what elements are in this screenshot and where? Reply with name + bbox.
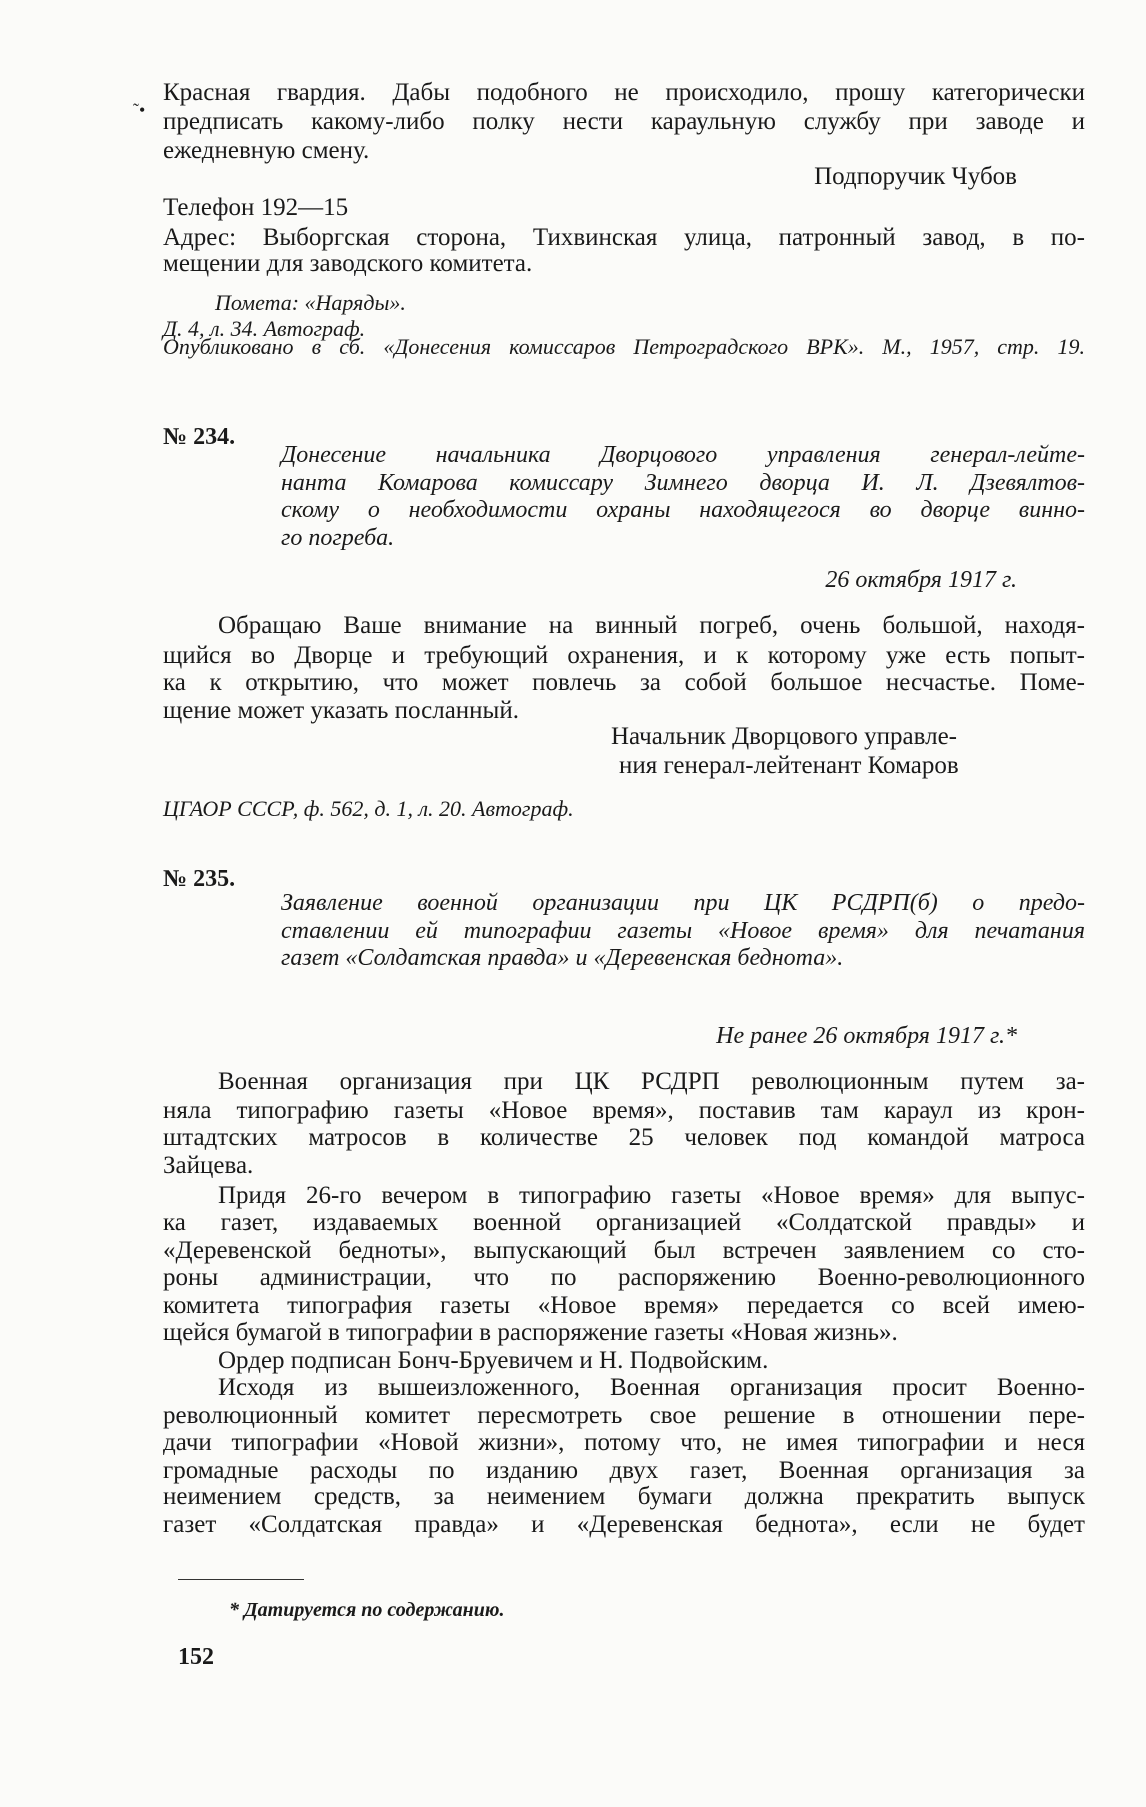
doc-date: Не ранее 26 октября 1917 г.*	[716, 1023, 1017, 1049]
footnote-divider	[178, 1579, 304, 1580]
text-line: Ордер подписан Бонч-Бруевичем и Н. Подвойским.	[218, 1347, 769, 1374]
text-line: Обращаю Ваше внимание на винный погреб, очень большой, находя-	[218, 612, 1085, 639]
text-line: Зайцева.	[163, 1152, 254, 1179]
doc-title-line: газет «Солдатская правда» и «Деревенская беднота».	[281, 945, 844, 971]
text-line: няла типографию газеты «Новое время», поставив там караул из крон-	[163, 1097, 1085, 1124]
doc-number: № 235.	[163, 866, 236, 892]
signature: ния генерал-лейтенант Комаров	[619, 752, 959, 779]
doc-title-line: нанта Комарова комиссару Зимнего дворца И. Л. Дзевялтов-	[281, 470, 1085, 496]
text-line: Исходя из вышеизложенного, Военная организация просит Военно-	[218, 1374, 1085, 1401]
text-line: щение может указать посланный.	[163, 697, 519, 724]
doc-date: 26 октября 1917 г.	[825, 567, 1017, 593]
address-line: Адрес: Выборгская сторона, Тихвинская улица, патронный завод, в по-	[163, 224, 1085, 251]
doc-title-line: Заявление военной организации при ЦК РСДРП(б) о предо-	[281, 890, 1085, 916]
doc-title-line: Донесение начальника Дворцового управления генерал-лейте-	[281, 442, 1085, 468]
doc-number: № 234.	[163, 424, 236, 450]
doc-title-line: ставлении ей типографии газеты «Новое время» для печатания	[281, 918, 1085, 944]
footnote: * Датируется по содержанию.	[229, 1599, 505, 1621]
source: Д. 4, л. 34. Автограф.	[163, 316, 366, 341]
signature: Начальник Дворцового управле-	[611, 723, 957, 750]
text-line: «Деревенской бедноты», выпускающий был встречен заявлением со сто-	[163, 1237, 1085, 1264]
text-line: ежедневную смену.	[163, 137, 370, 164]
note: Помета: «Наряды».	[215, 290, 406, 315]
signature: Подпоручик Чубов	[814, 163, 1017, 190]
text-line: штадтских матросов в количестве 25 человек под командой матроса	[163, 1124, 1085, 1151]
text-line: щийся во Дворце и требующий охранения, и к которому уже есть попыт-	[163, 642, 1085, 669]
doc-title-line: скому о необходимости охраны находящегося во дворце винно-	[281, 497, 1085, 523]
text-line: Придя 26-го вечером в типографию газеты «Новое время» для выпус-	[218, 1182, 1085, 1209]
text-line: роны администрации, что по распоряжению Военно-революционного	[163, 1264, 1085, 1291]
text-line: Красная гвардия. Дабы подобного не происходило, прошу категорически	[163, 79, 1085, 106]
text-line: дачи типографии «Новой жизни», потому что, не имея типографии и неся	[163, 1429, 1085, 1456]
page-number: 152	[178, 1644, 214, 1670]
text-line: предписать какому-либо полку нести караульную службу при заводе и	[163, 108, 1085, 135]
text-line: громадные расходы по изданию двух газет, Военная организация за	[163, 1457, 1085, 1484]
text-line: революционный комитет пересмотреть свое решение в отношении пере-	[163, 1402, 1085, 1429]
text-line: ка газет, издаваемых военной организацией «Солдатской правды» и	[163, 1209, 1085, 1236]
text-line: Военная организация при ЦК РСДРП революционным путем за-	[218, 1068, 1085, 1095]
source: ЦГАОР СССР, ф. 562, д. 1, л. 20. Автограф.	[163, 796, 574, 821]
published: Опубликовано в сб. «Донесения комиссаров Петроградского ВРК». М., 1957, стр. 19.	[163, 334, 1085, 359]
address-line: мещении для заводского комитета.	[163, 250, 533, 277]
doc-title-line: го погреба.	[281, 525, 395, 551]
text-line: комитета типография газеты «Новое время» передается со всей имею-	[163, 1292, 1085, 1319]
text-line: ка к открытию, что может повлечь за собой большое несчастье. Поме-	[163, 669, 1085, 696]
text-line: неимением средств, за неимением бумаги должна прекратить выпуск	[163, 1483, 1085, 1510]
phone: Телефон 192—15	[163, 194, 349, 221]
text-line: газет «Солдатская правда» и «Деревенская беднота», если не будет	[163, 1511, 1085, 1538]
text-line: щейся бумагой в типографии в распоряжение газеты «Новая жизнь».	[163, 1319, 898, 1346]
margin-mark: ˜•	[133, 100, 146, 120]
